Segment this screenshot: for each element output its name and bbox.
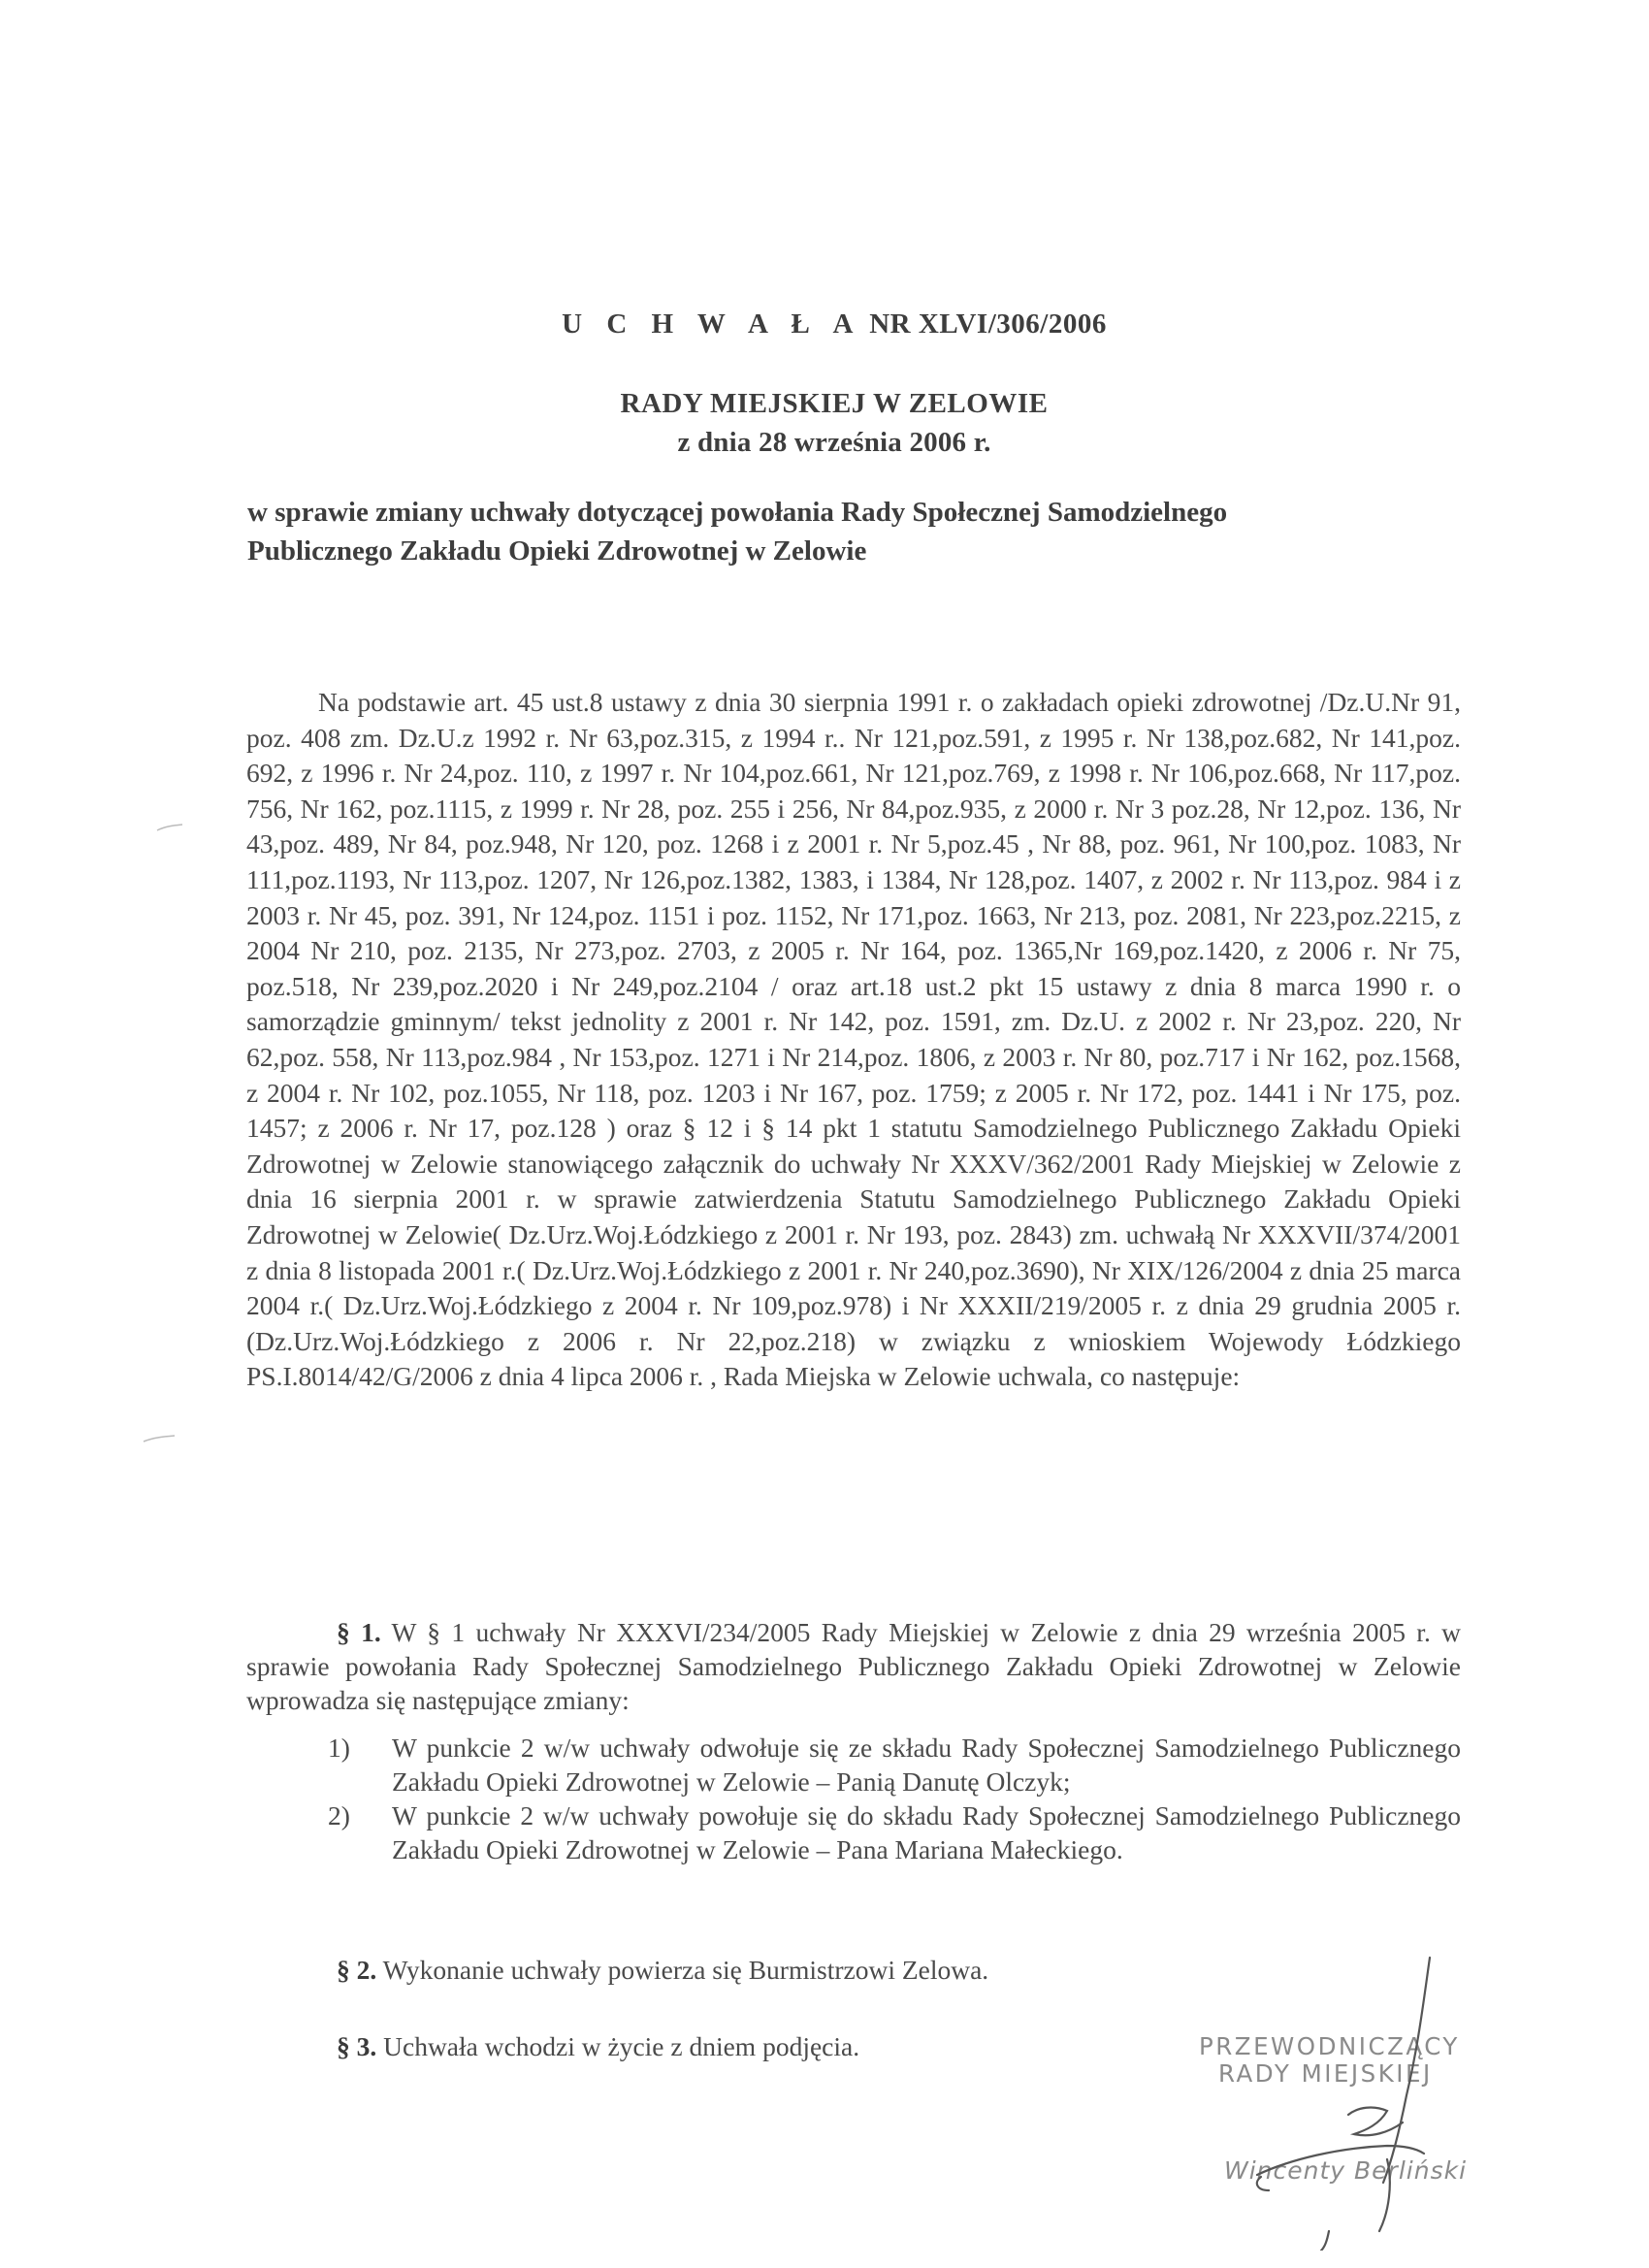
list-item-number: 2) (328, 1800, 350, 1831)
stamp-name: Wincenty Berliński (1224, 2156, 1468, 2185)
subject-line-1: w sprawie zmiany uchwały dotyczącej powołania Rady Społecznej Samodzielnego (247, 497, 1228, 528)
list-item (328, 1731, 1461, 1798)
list-item-text: W punkcie 2 w/w uchwały powołuje się do składu Rady Społecznej Samodzielnego Publicznego Zakładu Opieki Zdrowotnej w Zelowie – Pana Mariana Małeckiego. (392, 1800, 1461, 1864)
section-1 (246, 1615, 1461, 1717)
stamp-line-1: PRZEWODNICZĄCY (1199, 2032, 1460, 2060)
stamp-line-2: RADY MIEJSKIEJ (1218, 2059, 1433, 2088)
resolution-subject (247, 493, 1373, 570)
section-3 (337, 2031, 859, 2062)
section-2-text: Wykonanie uchwały powierza się Burmistrzowi Zelowa. (376, 1955, 989, 1985)
section-2-mark: § 2. (337, 1955, 377, 1985)
section-1-mark: § 1. (337, 1617, 381, 1647)
section-3-mark: § 3. (337, 2031, 377, 2061)
section-2 (337, 1955, 988, 1986)
scan-mark (142, 1434, 177, 1443)
section-1-text: W § 1 uchwały Nr XXXVI/234/2005 Rady Miejskiej w Zelowie z dnia 29 września 2005 r. w sprawie powołania Rady Społecznej Samodzielnego Publicznego Zakładu Opieki Zdrowotnej w Zelowie wprowadza się następujące zmiany: (246, 1617, 1461, 1715)
title-prefix: U C H W A Ł A (562, 308, 862, 340)
legal-basis-paragraph: Na podstawie art. 45 ust.8 ustawy z dnia 30 sierpnia 1991 r. o zakładach opieki zdrowotnej /Dz.U.Nr 91, poz. 408 zm. Dz.U.z 1992 r. Nr 63,poz.315, z 1994 r.. Nr 121,poz.591, z 1995 r. Nr 138,poz.682, Nr 141,poz. 692, z 1996 r. Nr 24,poz. 110, z 1997 r. Nr 104,poz.661, Nr 121,poz.769, z 1998 r. Nr 106,poz.668, Nr 117,poz. 756, Nr 162, poz.1115, z 1999 r. Nr 28, poz. 255 i 256, Nr 84,poz.935, z 2000 r. Nr 3 poz.28, Nr 12,poz. 136, Nr 43,poz. 489, Nr 84, poz.948, Nr 120, poz. 1268 i z 2001 r. Nr 5,poz.45 , Nr 88, poz. 961, Nr 100,poz. 1083, Nr 111,poz.1193, Nr 113,poz. 1207, Nr 126,poz.1382, 1383, i 1384, Nr 128,poz. 1407, z 2002 r. Nr 113,poz. 984 i z 2003 r. Nr 45, poz. 391, Nr 124,poz. 1151 i poz. 1152, Nr 171,poz. 1663, Nr 213, poz. 2081, Nr 223,poz.2215, z 2004 Nr 210, poz. 2135, Nr 273,poz. 2703, z 2005 r. Nr 164, poz. 1365,Nr 169,poz.1420, z 2006 r. Nr 75, poz.518, Nr 239,poz.2020 i Nr 249,poz.2104 / oraz art.18 ust.2 pkt 15 ustawy z dnia 8 marca 1990 r. o samorządzie gminnym/ tekst jednolity z 2001 r. Nr 142, poz. 1591, zm. Dz.U. z 2002 r. Nr 23,poz. 220, Nr 62,poz. 558, Nr 113,poz.984 , Nr 153,poz. 1271 i Nr 214,poz. 1806, z 2003 r. Nr 80, poz.717 i Nr 162, poz.1568, z 2004 r. Nr 102, poz.1055, Nr 118, poz. 1203 i Nr 167, poz. 1759; z 2005 r. Nr 172, poz. 1441 i Nr 175, poz. 1457; z 2006 r. Nr 17, poz.128 ) oraz § 12 i § 14 pkt 1 statutu Samodzielnego Publicznego Zakładu Opieki Zdrowotnej w Zelowie stanowiącego załącznik do uchwały Nr XXXV/362/2001 Rady Miejskiej w Zelowie z dnia 16 sierpnia 2001 r. w sprawie zatwierdzenia Statutu Samodzielnego Publicznego Zakładu Opieki Zdrowotnej w Zelowie( Dz.Urz.Woj.Łódzkiego z 2001 r. Nr 193, poz. 2843) zm. uchwałą Nr XXXVII/374/2001 z dnia 8 listopada 2001 r.( Dz.Urz.Woj.Łódzkiego z 2001 r. Nr 240,poz.3690), Nr XIX/126/2004 z dnia 25 marca 2004 r.( Dz.Urz.Woj.Łódzkiego z 2004 r. Nr 109,poz.978) i Nr XXXII/219/2005 r. z dnia 29 grudnia 2005 r.(Dz.Urz.Woj.Łódzkiego z 2006 r. Nr 22,poz.218) w związku z wnioskiem Wojewody Łódzkiego PS.I.8014/42/G/2006 z dnia 4 lipca 2006 r. , Rada Miejska w Zelowie uchwala, co następuje: (246, 687, 1461, 1392)
list-item (328, 1798, 1461, 1866)
handwritten-signature (1164, 1940, 1513, 2251)
amendments-list (328, 1731, 1461, 1866)
subject-line-2: Publicznego Zakładu Opieki Zdrowotnej w Zelowie (247, 535, 867, 567)
title-number: NR XLVI/306/2006 (861, 308, 1107, 340)
council-name: RADY MIEJSKIEJ W ZELOWIE (620, 388, 1049, 419)
resolution-date: z dnia 28 września 2006 r. (677, 427, 991, 458)
list-item-text: W punkcie 2 w/w uchwały odwołuje się ze składu Rady Społecznej Samodzielnego Publicznego Zakładu Opieki Zdrowotnej w Zelowie – Panią Danutę Olczyk; (392, 1733, 1461, 1797)
scan-mark (155, 823, 184, 832)
section-3-text: Uchwała wchodzi w życie z dniem podjęcia. (376, 2031, 860, 2061)
resolution-title (0, 308, 1649, 340)
list-item-number: 1) (328, 1733, 350, 1763)
